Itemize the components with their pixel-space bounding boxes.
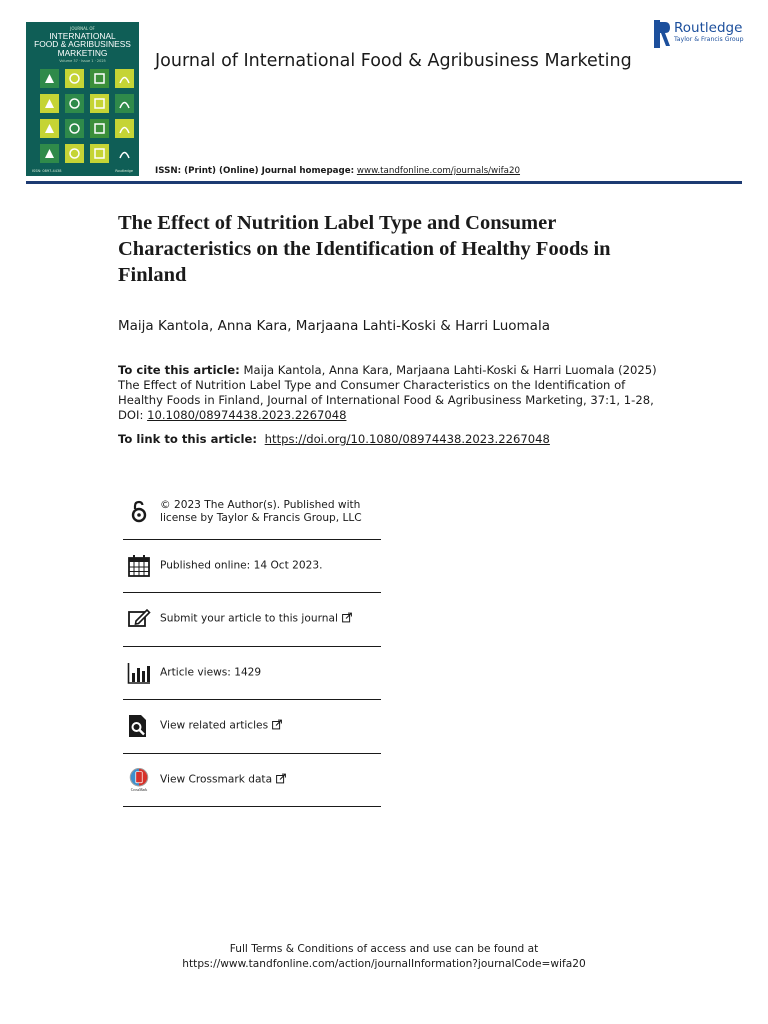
terms-footer <box>0 942 768 972</box>
cover-volume-strip: Volume 37 · Issue 1 · 2025 <box>59 59 106 64</box>
edit-icon <box>127 607 151 631</box>
cover-tile <box>90 119 109 138</box>
license-text: © 2023 The Author(s). Published with license by Taylor & Francis Group, LLC <box>160 499 362 525</box>
cover-tile-icon <box>118 122 131 135</box>
cover-tile-icon <box>43 147 56 160</box>
cover-tile <box>115 94 134 113</box>
cover-tile-icon <box>43 72 56 85</box>
bar-chart-icon <box>127 661 151 685</box>
cover-tile-icon <box>43 97 56 110</box>
terms-text: Full Terms & Conditions of access and use can be found at <box>229 943 539 955</box>
cover-subtitle: JOURNAL OF <box>70 26 95 31</box>
cover-tile-icon <box>118 147 131 160</box>
list-item-published <box>123 540 381 594</box>
cover-tile <box>90 94 109 113</box>
cover-tile <box>40 94 59 113</box>
citation-label: To cite this article: <box>118 363 240 377</box>
cover-tile <box>65 94 84 113</box>
cover-tile <box>65 69 84 88</box>
journal-title[interactable]: Journal of International Food & Agribusiness Marketing <box>155 51 632 71</box>
cover-tile <box>40 144 59 163</box>
cover-title-line: FOOD & AGRIBUSINESS <box>34 39 131 50</box>
cover-footer <box>32 169 133 173</box>
cover-tile <box>40 119 59 138</box>
cover-title-line: MARKETING <box>57 47 108 58</box>
cover-tile <box>65 119 84 138</box>
crossmark-icon <box>127 768 151 792</box>
citation-doi-link[interactable]: 10.1080/08974438.2023.2267048 <box>147 408 347 422</box>
publisher-group: Taylor & Francis Group <box>674 36 744 43</box>
crossmark-label: CrossMark <box>130 787 148 792</box>
cover-tile <box>115 119 134 138</box>
article-link-label: To link to this article: <box>118 432 257 446</box>
cover-icon-grid <box>40 69 133 163</box>
cover-tile <box>115 69 134 88</box>
cover-title-line: INTERNATIONAL <box>49 31 116 41</box>
issn-line <box>155 166 520 176</box>
cover-tile <box>115 144 134 163</box>
journal-homepage-link[interactable]: www.tandfonline.com/journals/wifa20 <box>356 166 521 176</box>
routledge-logo-icon <box>654 20 671 48</box>
open-access-icon <box>127 500 151 524</box>
cover-tile-icon <box>118 97 131 110</box>
paper-title: The Effect of Nutrition Label Type and Consumer Characteristics on the Identification of Healthy Foods in Finland <box>118 212 611 286</box>
list-item-submit[interactable] <box>123 593 381 647</box>
submit-article-label: Submit your article to this journal <box>160 612 338 625</box>
article-doi-link[interactable]: https://doi.org/10.1080/08974438.2023.2267048 <box>264 432 550 446</box>
terms-link[interactable]: https://www.tandfonline.com/action/journalInformation?journalCode=wifa20 <box>182 958 586 970</box>
cover-tile-icon <box>68 122 81 135</box>
cover-tile <box>90 69 109 88</box>
cover-tile <box>65 144 84 163</box>
crossmark-link[interactable] <box>160 773 375 786</box>
publisher-name: Routledge <box>674 20 743 36</box>
related-articles-label: View related articles <box>160 719 269 732</box>
citation-block <box>118 363 658 423</box>
crossmark-data-label: View Crossmark data <box>160 773 273 786</box>
article-views-text: Article views: 1429 <box>160 666 262 679</box>
cover-title <box>32 32 133 57</box>
external-link-icon <box>272 720 282 730</box>
cover-tile-icon <box>93 72 106 85</box>
cover-tile-icon <box>43 122 56 135</box>
cover-tile-icon <box>68 147 81 160</box>
published-date-text: Published online: 14 Oct 2023. <box>160 559 323 572</box>
article-link-line <box>118 432 550 446</box>
list-item-related[interactable] <box>123 700 381 754</box>
cover-tile <box>90 144 109 163</box>
cover-tile-icon <box>118 72 131 85</box>
header-rule <box>26 181 742 184</box>
citation-text: Maija Kantola, Anna Kara, Marjaana Lahti-Koski & Harri Luomala (2025) The Effect of Nutrition Label Type and Consumer Characteristics on the Identification of Healthy Foods in Finland, Journal of International Food & Agribusiness Marketing, 37:1, 1-28, DOI: <box>118 363 657 422</box>
publisher-logo[interactable] <box>654 20 744 48</box>
cover-publisher: Routledge <box>115 169 133 173</box>
cover-tile-icon <box>93 147 106 160</box>
paper-authors: Maija Kantola, Anna Kara, Marjaana Lahti-Koski & Harri Luomala <box>118 318 550 334</box>
journal-cover <box>26 22 139 176</box>
cover-tile <box>40 69 59 88</box>
list-item-open-access <box>123 486 381 540</box>
list-item-crossmark[interactable] <box>123 754 381 808</box>
search-document-icon <box>127 714 151 738</box>
external-link-icon <box>276 773 286 783</box>
list-item-views <box>123 647 381 701</box>
calendar-icon <box>127 554 151 578</box>
cover-tile-icon <box>93 122 106 135</box>
article-info-list <box>123 486 381 807</box>
related-articles-link[interactable] <box>160 720 375 733</box>
cover-tile-icon <box>68 72 81 85</box>
submit-article-link[interactable] <box>160 613 375 626</box>
cover-issn: ISSN: 0897-4438 <box>32 169 62 173</box>
cover-tile-icon <box>93 97 106 110</box>
external-link-icon <box>342 613 352 623</box>
issn-label: ISSN: (Print) (Online) Journal homepage: <box>155 166 355 176</box>
cover-tile-icon <box>68 97 81 110</box>
